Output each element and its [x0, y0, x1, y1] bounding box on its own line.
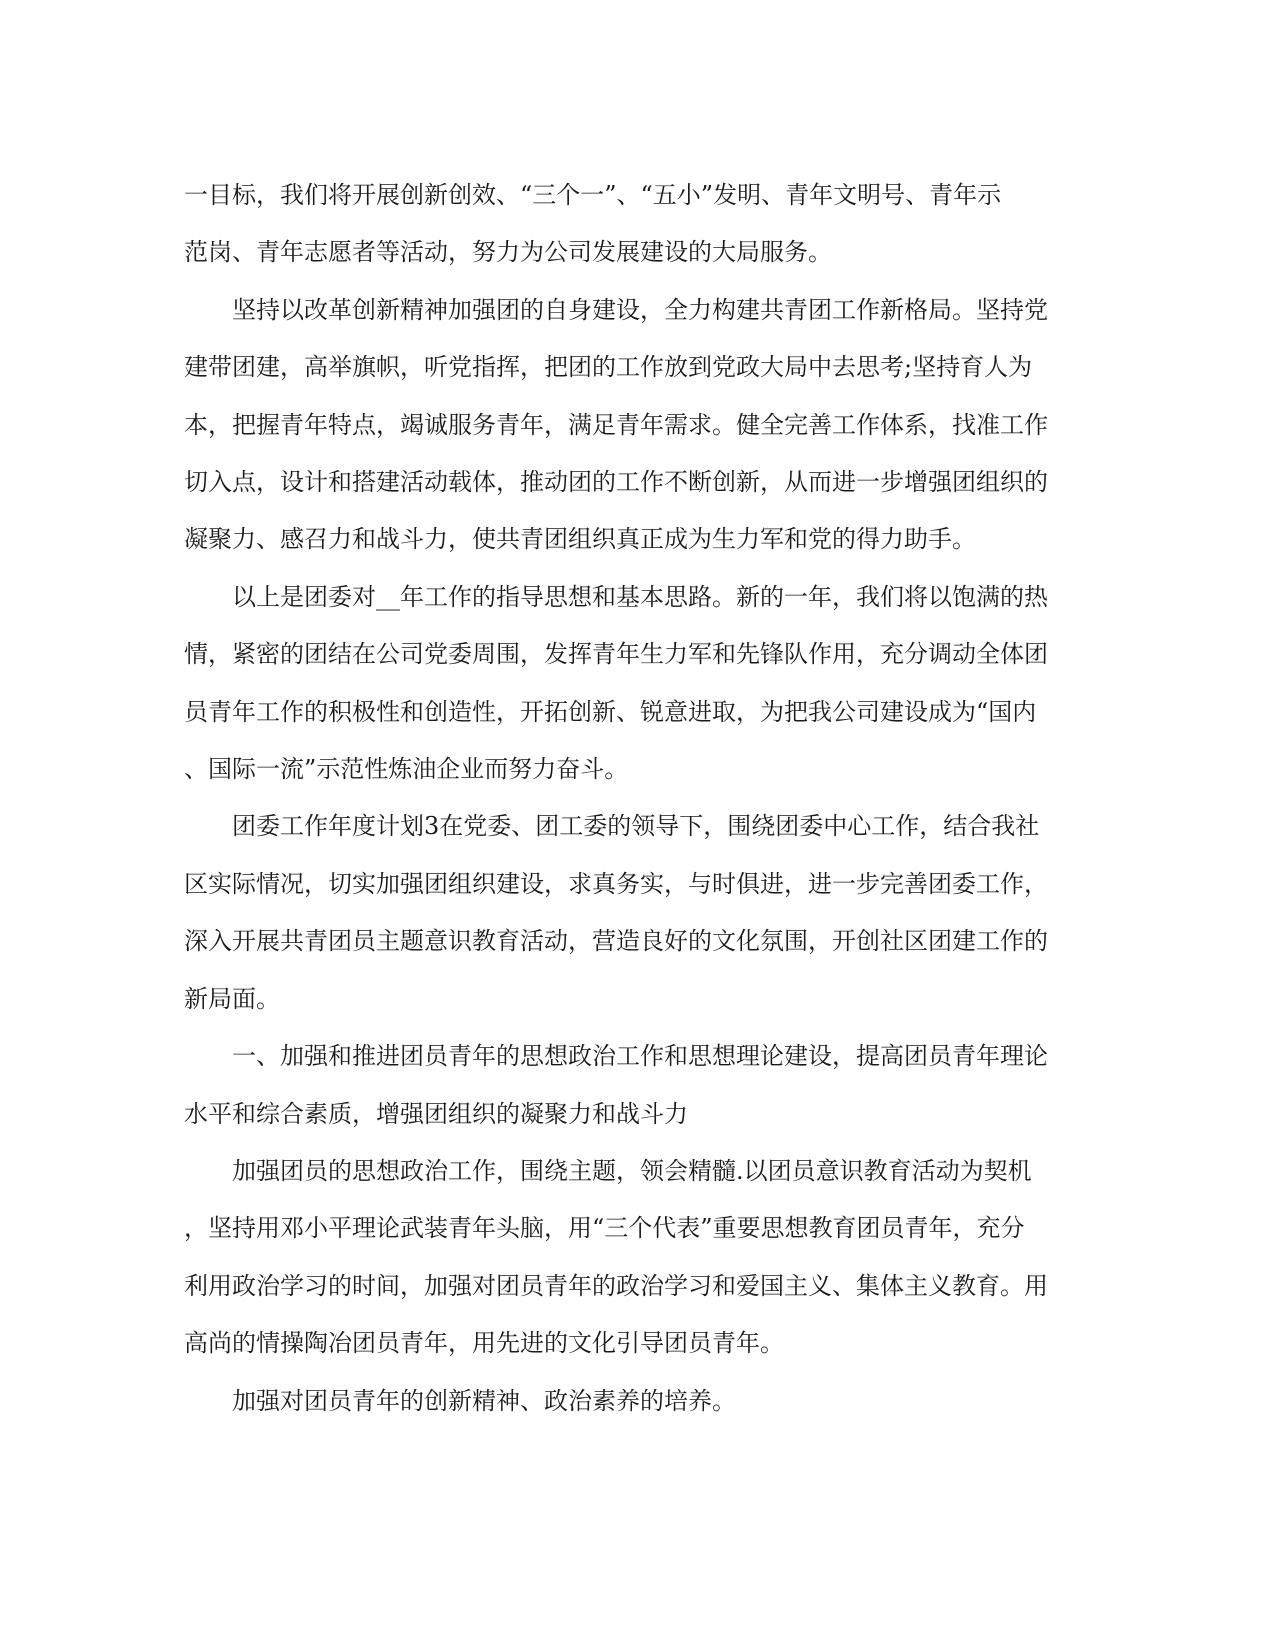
paragraph [184, 167, 1084, 282]
text-line: 范岗、青年志愿者等活动，努力为公司发展建设的大局服务。 [184, 238, 832, 267]
text-line: 情，紧密的团结在公司党委周围，发挥青年生力军和先锋队作用，充分调动全体团 [184, 640, 1048, 669]
paragraph [184, 1028, 1084, 1143]
text-line: 、国际一流”示范性炼油企业而努力奋斗。 [184, 755, 629, 784]
paragraph [184, 569, 1084, 799]
text-line: 高尚的情操陶冶团员青年，用先进的文化引导团员青年。 [184, 1329, 784, 1358]
document-body [184, 167, 1084, 1430]
text-line: 本，把握青年特点，竭诚服务青年，满足青年需求。健全完善工作体系，找准工作 [184, 410, 1048, 439]
text-line: 利用政治学习的时间，加强对团员青年的政治学习和爱国主义、集体主义教育。用 [184, 1271, 1048, 1300]
paragraph [184, 1373, 1084, 1430]
text-line: 团委工作年度计划3在党委、团工委的领导下，围绕团委中心工作，结合我社 [232, 812, 1040, 841]
paragraph [184, 1143, 1084, 1373]
text-line: 坚持以改革创新精神加强团的自身建设，全力构建共青团工作新格局。坚持党 [232, 295, 1048, 324]
text-line: 建带团建，高举旗帜，听党指挥，把团的工作放到党政大局中去思考;坚持育人为 [184, 353, 1033, 382]
text-line: 一目标，我们将开展创新创效、“三个一”、“五小”发明、青年文明号、青年示 [184, 181, 1002, 209]
text-line: 区实际情况，切实加强团组织建设，求真务实，与时俱进，进一步完善团委工作， [184, 869, 1048, 898]
text-line: 深入开展共青团员主题意识教育活动，营造良好的文化氛围，开创社区团建工作的 [184, 927, 1048, 956]
text-line: 切入点，设计和搭建活动载体，推动团的工作不断创新，从而进一步增强团组织的 [184, 468, 1048, 497]
text-line: 加强团员的思想政治工作，围绕主题，领会精髓.以团员意识教育活动为契机 [232, 1156, 1032, 1185]
text-line: 水平和综合素质，增强团组织的凝聚力和战斗力 [184, 1099, 688, 1128]
paragraph [184, 282, 1084, 569]
text-line: 一、加强和推进团员青年的思想政治工作和思想理论建设，提高团员青年理论 [232, 1042, 1048, 1071]
text-line: 以上是团委对__年工作的指导思想和基本思路。新的一年，我们将以饱满的热 [232, 582, 1048, 611]
text-line: 加强对团员青年的创新精神、政治素养的培养。 [232, 1386, 736, 1415]
paragraph [184, 798, 1084, 1028]
text-line: ，坚持用邓小平理论武装青年头脑，用“三个代表”重要思想教育团员青年，充分 [184, 1214, 1025, 1243]
text-line: 凝聚力、感召力和战斗力，使共青团组织真正成为生力军和党的得力助手。 [184, 525, 976, 554]
text-line: 员青年工作的积极性和创造性，开拓创新、锐意进取，为把我公司建设成为“国内 [184, 697, 1037, 726]
text-line: 新局面。 [184, 984, 280, 1013]
